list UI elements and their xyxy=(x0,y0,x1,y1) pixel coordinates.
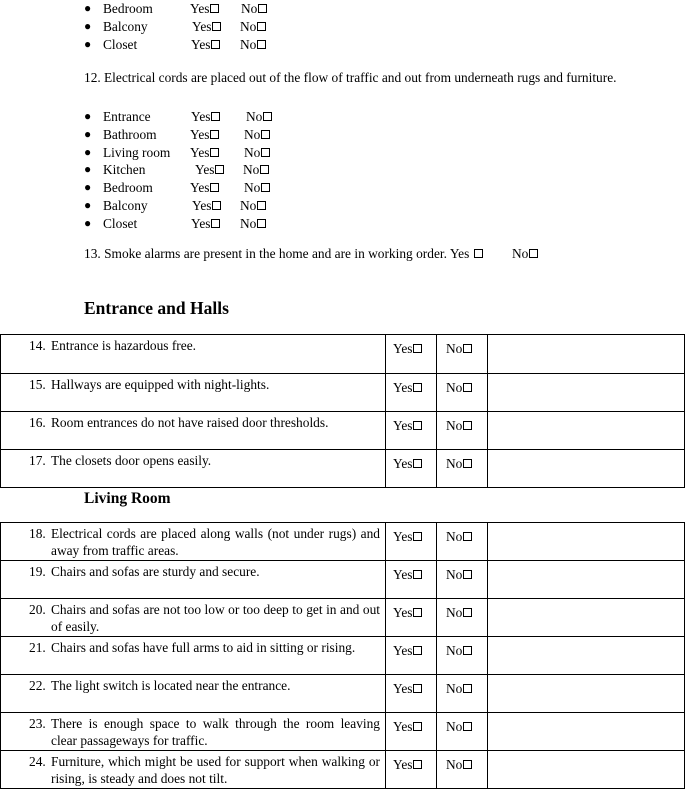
bullet-icon: ● xyxy=(84,126,92,141)
room-label: Balcony xyxy=(103,197,148,213)
room-label: Kitchen xyxy=(103,162,146,178)
no-checkbox[interactable] xyxy=(463,722,472,731)
yes-option xyxy=(190,179,219,197)
yes-label: Yes xyxy=(393,681,413,696)
yes-option xyxy=(191,108,220,126)
question-13 xyxy=(84,246,538,262)
notes-cell[interactable] xyxy=(488,523,685,561)
no-checkbox[interactable] xyxy=(463,459,472,468)
question-text: Chairs and sofas are sturdy and secure. xyxy=(51,564,260,579)
yes-label: Yes xyxy=(449,246,470,261)
no-cell xyxy=(437,374,488,412)
no-label: No xyxy=(241,1,258,16)
no-label: No xyxy=(240,197,257,213)
bullet-icon: ● xyxy=(84,109,92,123)
no-checkbox[interactable] xyxy=(261,130,270,139)
yes-cell xyxy=(386,751,437,789)
room-label: Balcony xyxy=(103,18,148,34)
no-option xyxy=(512,246,538,261)
yes-option xyxy=(192,197,221,215)
room-label: Living room xyxy=(103,144,171,160)
no-option xyxy=(243,161,269,179)
question-cell xyxy=(1,412,386,450)
no-cell xyxy=(437,675,488,713)
yes-checkbox[interactable] xyxy=(215,165,224,174)
entrance-checklist-table xyxy=(0,334,685,488)
yes-option xyxy=(192,18,221,36)
yes-checkbox[interactable] xyxy=(210,148,219,157)
yes-label: Yes xyxy=(191,36,211,52)
no-cell xyxy=(437,599,488,637)
question-text: Furniture, which might be used for support when walking or rising, is steady and does not tilt. xyxy=(51,754,380,786)
yes-checkbox[interactable] xyxy=(210,130,219,139)
question-number: 18. xyxy=(29,526,46,541)
no-label: No xyxy=(246,109,263,124)
no-option xyxy=(244,179,270,197)
yes-cell xyxy=(386,523,437,561)
notes-cell[interactable] xyxy=(488,561,685,599)
no-option xyxy=(240,215,266,233)
yes-option xyxy=(191,36,220,54)
question-cell xyxy=(1,637,386,675)
question-text: Smoke alarms are present in the home and are in working order. xyxy=(104,246,447,261)
question-number: 12. xyxy=(84,70,101,85)
no-checkbox[interactable] xyxy=(463,421,472,430)
question-text: There is enough space to walk through the room leaving clear passageways for traffic. xyxy=(51,716,380,748)
yes-checkbox[interactable] xyxy=(413,684,422,693)
table-row xyxy=(1,713,685,751)
no-cell xyxy=(437,713,488,751)
table-row xyxy=(1,599,685,637)
yes-checkbox[interactable] xyxy=(413,722,422,731)
question-number: 17. xyxy=(29,453,46,468)
question-number: 21. xyxy=(29,640,46,655)
no-checkbox[interactable] xyxy=(463,684,472,693)
question-cell xyxy=(1,713,386,751)
yes-checkbox[interactable] xyxy=(212,201,221,210)
bullet-icon: ● xyxy=(84,1,92,15)
yes-checkbox[interactable] xyxy=(413,459,422,468)
yes-option xyxy=(190,144,219,162)
no-label: No xyxy=(446,719,463,734)
yes-label: Yes xyxy=(393,757,413,772)
bullet-icon: ● xyxy=(84,197,92,212)
no-label: No xyxy=(240,36,257,52)
yes-label: Yes xyxy=(191,215,211,231)
yes-checkbox[interactable] xyxy=(413,421,422,430)
no-option xyxy=(240,36,266,54)
question-cell xyxy=(1,374,386,412)
notes-cell[interactable] xyxy=(488,412,685,450)
no-label: No xyxy=(446,757,463,772)
no-checkbox[interactable] xyxy=(463,532,472,541)
room-label: Bathroom xyxy=(103,126,157,142)
yes-cell xyxy=(386,599,437,637)
room-label: Closet xyxy=(103,36,138,52)
question-number: 15. xyxy=(29,377,46,392)
table-row xyxy=(1,751,685,789)
question-text: The light switch is located near the entrance. xyxy=(51,678,291,693)
notes-cell[interactable] xyxy=(488,374,685,412)
yes-label: Yes xyxy=(192,197,212,213)
yes-checkbox[interactable] xyxy=(413,760,422,769)
yes-label: Yes xyxy=(393,719,413,734)
yes-label: Yes xyxy=(393,567,413,582)
no-label: No xyxy=(446,681,463,696)
yes-label: Yes xyxy=(190,180,210,196)
yes-label: Yes xyxy=(393,341,413,356)
yes-checkbox[interactable] xyxy=(212,22,221,31)
yes-option xyxy=(191,215,220,233)
notes-cell[interactable] xyxy=(488,599,685,637)
no-label: No xyxy=(446,567,463,582)
no-checkbox[interactable] xyxy=(463,383,472,392)
no-checkbox[interactable] xyxy=(258,4,267,13)
bullet-icon: ● xyxy=(84,144,92,159)
yes-checkbox[interactable] xyxy=(211,112,220,121)
no-label: No xyxy=(240,215,257,231)
yes-cell xyxy=(386,675,437,713)
question-number: 23. xyxy=(29,716,46,731)
room-label: Bedroom xyxy=(103,180,153,196)
no-cell xyxy=(437,335,488,374)
room-label: Bedroom xyxy=(103,1,153,16)
no-label: No xyxy=(446,456,463,471)
table-row xyxy=(1,523,685,561)
question-cell xyxy=(1,335,386,374)
question-cell xyxy=(1,523,386,561)
yes-cell xyxy=(386,374,437,412)
question-number: 20. xyxy=(29,602,46,617)
yes-cell xyxy=(386,412,437,450)
bullet-icon: ● xyxy=(84,215,92,230)
yes-checkbox[interactable] xyxy=(474,249,483,258)
no-checkbox[interactable] xyxy=(257,201,266,210)
table-row xyxy=(1,450,685,488)
question-text: Chairs and sofas are not too low or too deep to get in and out of easily. xyxy=(51,602,380,634)
yes-checkbox[interactable] xyxy=(211,219,220,228)
yes-cell xyxy=(386,713,437,751)
bullet-icon: ● xyxy=(84,18,92,33)
no-label: No xyxy=(512,246,529,261)
question-text: Chairs and sofas have full arms to aid in sitting or rising. xyxy=(51,640,356,655)
yes-checkbox[interactable] xyxy=(413,570,422,579)
table-row xyxy=(1,675,685,713)
room-label: Closet xyxy=(103,215,138,231)
question-cell xyxy=(1,450,386,488)
no-label: No xyxy=(244,144,261,160)
yes-option xyxy=(195,161,224,179)
yes-option xyxy=(190,126,219,144)
yes-label: Yes xyxy=(393,529,413,544)
no-cell xyxy=(437,637,488,675)
notes-cell[interactable] xyxy=(488,637,685,675)
question-number: 19. xyxy=(29,564,46,579)
no-checkbox[interactable] xyxy=(260,165,269,174)
yes-checkbox[interactable] xyxy=(413,532,422,541)
no-label: No xyxy=(446,341,463,356)
no-cell xyxy=(437,412,488,450)
no-option xyxy=(246,108,272,126)
no-checkbox[interactable] xyxy=(463,608,472,617)
yes-cell xyxy=(386,335,437,374)
question-number: 24. xyxy=(29,754,46,769)
no-option xyxy=(241,0,267,18)
no-checkbox[interactable] xyxy=(463,646,472,655)
no-label: No xyxy=(446,605,463,620)
no-label: No xyxy=(243,162,260,178)
yes-option xyxy=(450,246,483,261)
question-cell xyxy=(1,599,386,637)
question-number: 14. xyxy=(29,338,46,353)
yes-label: Yes xyxy=(190,126,210,142)
no-checkbox[interactable] xyxy=(257,40,266,49)
no-cell xyxy=(437,450,488,488)
yes-option xyxy=(190,0,219,18)
no-label: No xyxy=(446,380,463,395)
question-text: Entrance is hazardous free. xyxy=(51,338,196,353)
question-cell xyxy=(1,675,386,713)
notes-cell[interactable] xyxy=(488,450,685,488)
living-room-checklist-table xyxy=(0,522,685,789)
no-checkbox[interactable] xyxy=(261,183,270,192)
no-option xyxy=(240,197,266,215)
yes-checkbox[interactable] xyxy=(210,183,219,192)
yes-checkbox[interactable] xyxy=(210,4,219,13)
question-12 xyxy=(84,68,624,88)
bullet-icon: ● xyxy=(84,162,92,177)
room-label: Entrance xyxy=(103,109,151,124)
notes-cell[interactable] xyxy=(488,675,685,713)
question-text: Room entrances do not have raised door thresholds. xyxy=(51,415,329,430)
yes-label: Yes xyxy=(393,456,413,471)
question-text: The closets door opens easily. xyxy=(51,453,212,468)
bullet-icon: ● xyxy=(84,36,92,51)
no-checkbox[interactable] xyxy=(263,112,272,121)
no-checkbox[interactable] xyxy=(529,249,538,258)
no-checkbox[interactable] xyxy=(261,148,270,157)
no-option xyxy=(244,144,270,162)
no-label: No xyxy=(244,180,261,196)
table-row xyxy=(1,374,685,412)
question-number: 16. xyxy=(29,415,46,430)
notes-cell[interactable] xyxy=(488,713,685,751)
no-checkbox[interactable] xyxy=(463,760,472,769)
table-row xyxy=(1,335,685,374)
notes-cell[interactable] xyxy=(488,751,685,789)
no-label: No xyxy=(446,529,463,544)
no-cell xyxy=(437,561,488,599)
yes-cell xyxy=(386,637,437,675)
yes-label: Yes xyxy=(190,1,210,16)
yes-checkbox[interactable] xyxy=(413,646,422,655)
question-text: Electrical cords are placed out of the flow of traffic and out from underneath rugs and furniture. xyxy=(104,70,617,85)
yes-cell xyxy=(386,561,437,599)
section-title-entrance: Entrance and Halls xyxy=(84,298,229,318)
question-number: 22. xyxy=(29,678,46,693)
yes-checkbox[interactable] xyxy=(413,383,422,392)
no-option xyxy=(240,18,266,36)
no-checkbox[interactable] xyxy=(257,219,266,228)
yes-checkbox[interactable] xyxy=(211,40,220,49)
yes-label: Yes xyxy=(190,144,210,160)
notes-cell[interactable] xyxy=(488,335,685,374)
no-checkbox[interactable] xyxy=(257,22,266,31)
no-option xyxy=(244,126,270,144)
yes-label: Yes xyxy=(192,18,212,34)
no-cell xyxy=(437,523,488,561)
yes-label: Yes xyxy=(393,605,413,620)
question-text: Hallways are equipped with night-lights. xyxy=(51,377,270,392)
no-checkbox[interactable] xyxy=(463,344,472,353)
yes-label: Yes xyxy=(393,643,413,658)
yes-label: Yes xyxy=(393,380,413,395)
table-row xyxy=(1,561,685,599)
no-cell xyxy=(437,751,488,789)
no-label: No xyxy=(240,18,257,34)
yes-checkbox[interactable] xyxy=(413,608,422,617)
question-cell xyxy=(1,751,386,789)
no-label: No xyxy=(446,418,463,433)
yes-cell xyxy=(386,450,437,488)
no-label: No xyxy=(244,126,261,142)
yes-label: Yes xyxy=(191,109,211,124)
question-cell xyxy=(1,561,386,599)
bullet-icon: ● xyxy=(84,180,92,195)
question-text: Electrical cords are placed along walls (not under rugs) and away from traffic areas. xyxy=(51,526,380,558)
yes-label: Yes xyxy=(393,418,413,433)
no-checkbox[interactable] xyxy=(463,570,472,579)
table-row xyxy=(1,637,685,675)
section-title-living-room: Living Room xyxy=(84,490,171,507)
question-number: 13. xyxy=(84,246,101,261)
table-row xyxy=(1,412,685,450)
yes-checkbox[interactable] xyxy=(413,344,422,353)
no-label: No xyxy=(446,643,463,658)
yes-label: Yes xyxy=(195,162,215,178)
